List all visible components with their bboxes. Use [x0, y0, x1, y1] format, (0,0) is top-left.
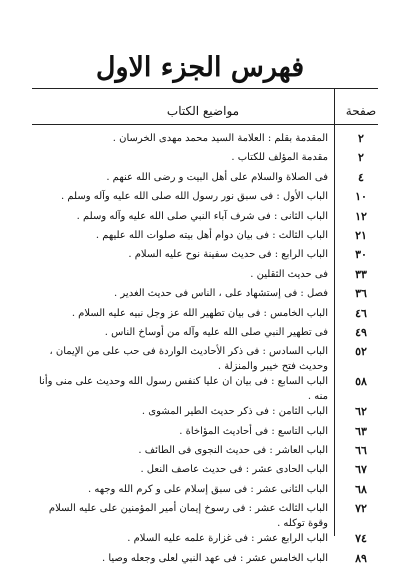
page-number: ١٢ — [355, 209, 367, 223]
page-number: ٥٨ — [355, 375, 367, 389]
entry-title: الباب الثانى عشر : فى سبق إسلام على و كرم الله وجهه . — [88, 483, 328, 495]
list-item — [32, 170, 378, 189]
list-item — [32, 267, 378, 286]
list-item — [32, 501, 378, 531]
entry-title: الباب الثانى : فى شرف آباء النبي صلى الله عليه وآله وسلم . — [76, 210, 328, 222]
entry-title: الباب السابع : فى بيان ان عليا كنفس رسول الله وحديث على منى وأنا منه . — [38, 376, 328, 403]
page-number: ٤٦ — [355, 306, 367, 320]
list-item — [32, 374, 378, 404]
entry-title: الباب الأول : فى سبق نور رسول الله صلى الله عليه وآله وسلم . — [61, 191, 328, 203]
list-item — [32, 404, 378, 423]
page-number: ٦٣ — [355, 424, 367, 438]
entry-title: فى حديث الثقلين . — [250, 268, 328, 280]
list-item — [32, 209, 378, 228]
entry-title: الباب الثالث عشر : فى رسوخ إيمان أمير المؤمنين على عليه السلام وقوة توكله . — [48, 503, 328, 530]
list-item — [32, 286, 378, 305]
page-number: ٢ — [358, 132, 364, 145]
page-number: ١٠ — [355, 190, 367, 204]
entry-title: الباب الرابع : فى حديث سفينة نوح عليه السلام . — [128, 249, 328, 261]
entry-title: الباب الخامس : فى بيان تطهير الله عز وجل نبيه عليه السلام . — [71, 307, 328, 319]
page-number: ٧٤ — [355, 532, 367, 546]
entry-title: الباب السادس : فى ذكر الأحاديث الواردة فى حب على من الإيمان ، وحديث فتح خيبر والمنزلة . — [49, 346, 328, 373]
header-rule — [32, 124, 378, 125]
list-item — [32, 150, 378, 169]
list-item — [32, 443, 378, 462]
list-item — [32, 306, 378, 325]
topics-column-header: مواضيع الكتاب — [166, 104, 240, 118]
page-number: ٢١ — [355, 228, 367, 242]
page-number: ٦٦ — [355, 444, 367, 458]
entry-title: فصل : فى إستشهاد على ، الناس فى حديث الغدير . — [114, 288, 328, 300]
list-item — [32, 462, 378, 481]
list-item — [32, 482, 378, 501]
entry-title: الباب التاسع : فى أحاديث المؤاخاة . — [179, 425, 328, 437]
page-number: ٦٧ — [355, 463, 367, 477]
page-number: ٨٩ — [355, 551, 367, 565]
list-item — [32, 531, 378, 550]
list-item — [32, 551, 378, 570]
page-number: ٤ — [358, 170, 364, 184]
entry-title: الباب الخامس عشر : فى عهد النبي لعلى وجعله وصيا . — [101, 552, 328, 564]
list-item — [32, 131, 378, 150]
page-number: ٣٦ — [355, 287, 367, 301]
page-number: ٤٩ — [355, 325, 367, 339]
entry-title: المقدمة بقلم : العلامة السيد محمد مهدى الخرسان . — [112, 133, 328, 144]
page-number: ٢ — [358, 151, 364, 165]
entry-title: الباب العاشر : فى حديث النجوى فى الطائف . — [138, 445, 328, 457]
list-item — [32, 325, 378, 344]
table-header — [32, 100, 378, 124]
entry-title: الباب الثامن : فى ذكر حديث الطير المشوى . — [141, 406, 328, 418]
page-title: فهرس الجزء الاول — [95, 52, 305, 83]
page-number: ٣٠ — [355, 248, 367, 262]
page-number: ٣٣ — [355, 267, 367, 281]
entry-title: فى الصلاة والسلام على أهل البيت و رضى الله عنهم . — [106, 171, 328, 183]
entry-title: فى تطهير النبي صلى الله عليه وآله من أوساخ الناس . — [104, 326, 328, 338]
page-number: ٦٢ — [355, 405, 367, 419]
page-column-header: صفحة — [345, 104, 377, 118]
page-number: ٦٨ — [355, 482, 367, 496]
list-item — [32, 424, 378, 443]
entry-title: الباب الرابع عشر : فى غزارة علمه عليه السلام . — [127, 533, 328, 545]
top-rule — [32, 88, 378, 89]
entry-title: مقدمة المؤلف للكتاب . — [231, 152, 328, 164]
page-number: ٧٢ — [355, 502, 367, 516]
contents-list — [32, 131, 378, 570]
entry-title: الباب الثالث : فى بيان دوام أهل بيته صلوات الله عليهم . — [95, 229, 328, 241]
list-item — [32, 189, 378, 208]
list-item — [32, 247, 378, 266]
page-number: ٥٢ — [355, 345, 367, 359]
list-item — [32, 228, 378, 247]
entry-title: الباب الحادى عشر : فى حديث عاصف النعل . — [140, 464, 328, 476]
list-item — [32, 344, 378, 374]
